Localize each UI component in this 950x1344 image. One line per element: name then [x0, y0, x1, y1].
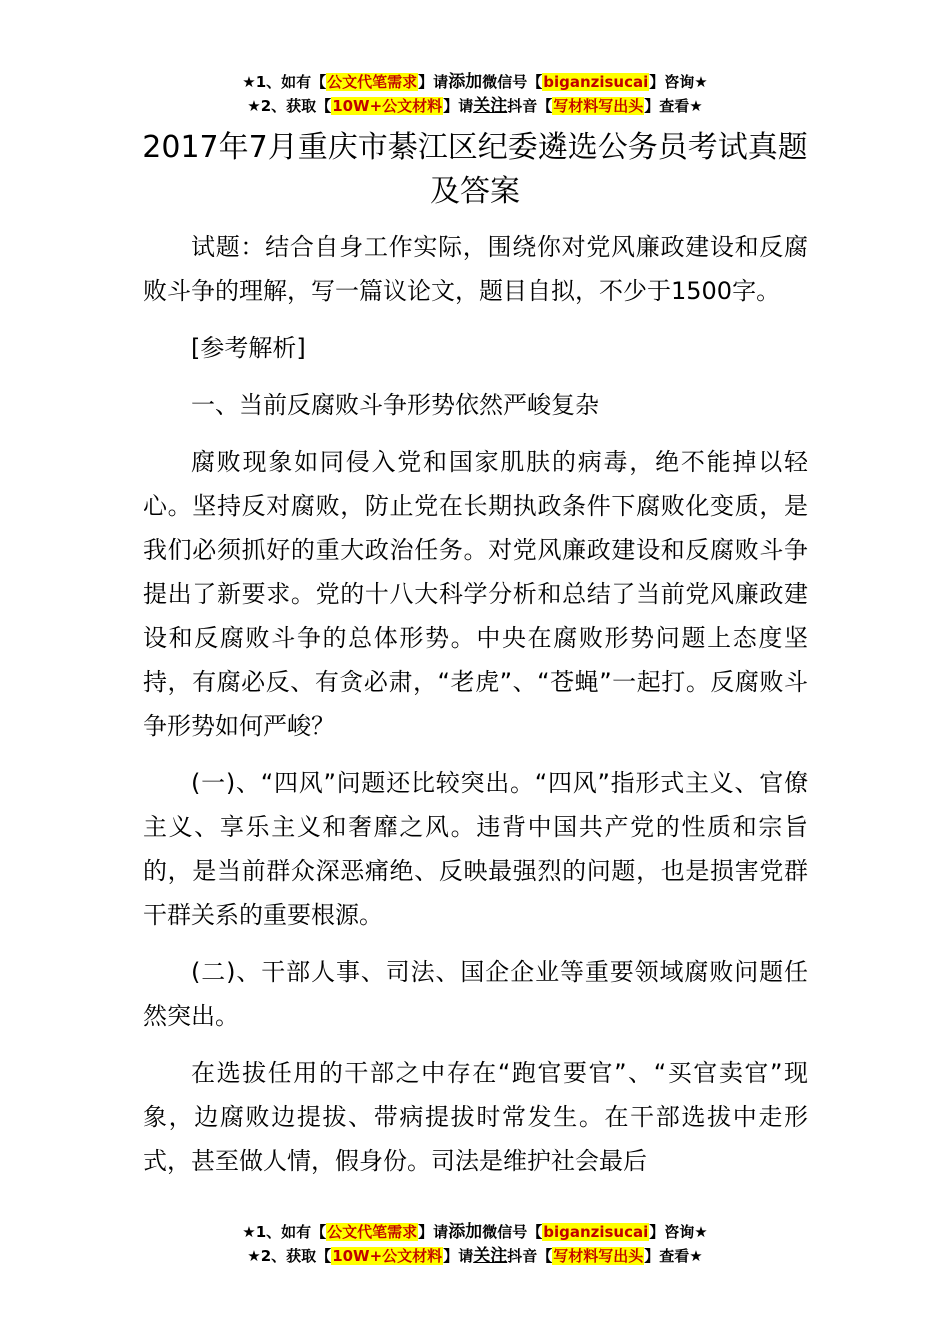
banner-line-2: ★2、获取【10W+公文材料】请关注抖音【写材料写出头】查看★: [247, 96, 703, 116]
star-icon: ★: [242, 1223, 256, 1241]
document-body: [143, 225, 808, 1196]
paragraph: 腐败现象如同侵入党和国家肌肤的病毒，绝不能掉以轻心。坚持反对腐败，防止党在长期执政条件下腐败化变质，是我们必须抓好的重大政治任务。对党风廉政建设和反腐败斗争提出了新要求。党的十八大科学分析和总结了当前党风廉政建设和反腐败斗争的总体形势。中央在腐败形势问题上态度坚持，有腐必反、有贪必肃，“老虎”、“苍蝇”一起打。反腐败斗争形势如何严峻？: [143, 448, 808, 740]
paragraph: [参考解析]: [191, 334, 306, 362]
highlight-douyin: 写材料写出头: [553, 97, 644, 115]
header-banner: [0, 70, 950, 118]
highlight-service: 公文代笔需求: [327, 1223, 418, 1241]
star-icon: ★: [242, 73, 256, 91]
paragraph: (二)、干部人事、司法、国企企业等重要领域腐败问题任然突出。: [143, 958, 808, 1030]
section-heading: 一、当前反腐败斗争形势依然严峻复杂: [191, 391, 599, 419]
banner-line-1: ★1、如有【公文代笔需求】请添加微信号【biganzisucai】咨询★: [242, 72, 708, 92]
star-icon: ★: [247, 97, 261, 115]
footer-banner: [0, 1220, 950, 1268]
document-title: 2017年7月重庆市綦江区纪委遴选公务员考试真题及答案: [142, 130, 808, 209]
banner-line-2: ★2、获取【10W+公文材料】请关注抖音【写材料写出头】查看★: [247, 1246, 703, 1266]
highlight-wechat-id: biganzisucai: [543, 1223, 649, 1241]
highlight-douyin: 写材料写出头: [553, 1247, 644, 1265]
star-icon: ★: [247, 1247, 261, 1265]
paragraph: 在选拔任用的干部之中存在“跑官要官”、“买官卖官”现象，边腐败边提拔、带病提拔时常发生。在干部选拔中走形式，甚至做人情，假身份。司法是维护社会最后: [143, 1059, 808, 1175]
paragraph: (一)、“四风”问题还比较突出。“四风”指形式主义、官僚主义、享乐主义和奢靡之风。违背中国共产党的性质和宗旨的，是当前群众深恶痛绝、反映最强烈的问题，也是损害党群干群关系的重要根源。: [143, 769, 808, 929]
paragraph: 试题：结合自身工作实际，围绕你对党风廉政建设和反腐败斗争的理解，写一篇议论文，题目自拟，不少于1500字。: [143, 233, 808, 305]
banner-line-1: ★1、如有【公文代笔需求】请添加微信号【biganzisucai】咨询★: [242, 1222, 708, 1242]
highlight-wechat-id: biganzisucai: [543, 73, 649, 91]
highlight-service: 公文代笔需求: [327, 73, 418, 91]
highlight-materials: 10W+公文材料: [332, 1247, 443, 1265]
highlight-materials: 10W+公文材料: [332, 97, 443, 115]
